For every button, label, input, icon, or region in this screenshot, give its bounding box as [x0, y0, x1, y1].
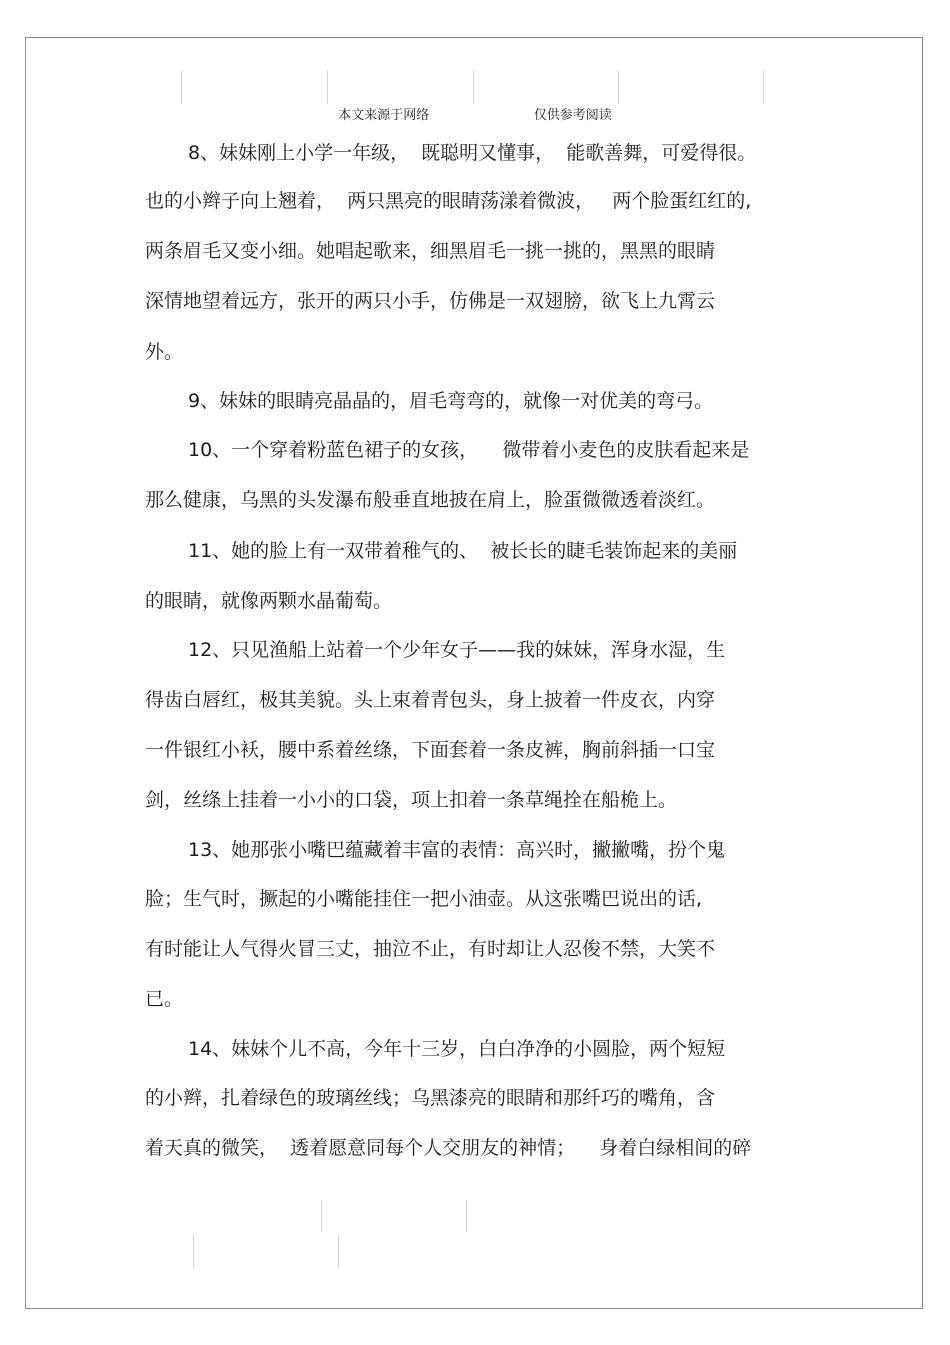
footer-rule: [466, 1200, 467, 1232]
header-rule: [763, 70, 764, 104]
text-line: 8、妹妹刚上小学一年级， 既聪明又懂事， 能歌善舞，可爱得很。: [188, 142, 757, 164]
header-rule: [618, 70, 619, 104]
text-line: 也的小辫子向上翘着， 两只黑亮的眼睛荡漾着微波， 两个脸蛋红红的,: [145, 190, 752, 212]
footer-rule: [193, 1234, 194, 1268]
header-rule: [181, 70, 182, 104]
header-rule: [473, 70, 474, 104]
text-line: 的小辫，扎着绿色的玻璃丝线；乌黑漆亮的眼睛和那纤巧的嘴角，含: [145, 1087, 716, 1109]
text-line: 剑，丝绦上挂着一小小的口袋，项上扣着一条草绳拴在船桅上。: [145, 789, 678, 811]
footer-rule: [321, 1200, 322, 1232]
text-line: 14、妹妹个儿不高，今年十三岁，白白净净的小圆脸，两个短短: [188, 1038, 726, 1060]
text-line: 脸；生气时，撅起的小嘴能挂住一把小油壶。从这张嘴巴说出的话,: [145, 888, 703, 910]
text-line: 10、一个穿着粉蓝色裙子的女孩， 微带着小麦色的皮肤看起来是: [188, 439, 750, 461]
text-line: 那么健康，乌黑的头发瀑布般垂直地披在肩上，脸蛋微微透着淡红。: [145, 489, 716, 511]
text-line: 的眼睛，就像两颗水晶葡萄。: [145, 590, 393, 612]
text-line: 一件银红小袄，腰中系着丝绦，下面套着一条皮裤，胸前斜插一口宝: [145, 739, 716, 761]
text-line: 11、她的脸上有一双带着稚气的、 被长长的睫毛装饰起来的美丽: [188, 540, 738, 562]
text-line: 两条眉毛又变小细。她唱起歌来，细黑眉毛一挑一挑的，黑黑的眼睛: [145, 240, 716, 262]
text-line: 着天真的微笑， 透着愿意同每个人交朋友的神情； 身着白绿相间的碎: [145, 1137, 752, 1159]
text-line: 已。: [145, 988, 184, 1010]
text-line: 深情地望着远方，张开的两只小手，仿佛是一双翅膀，欲飞上九霄云: [145, 290, 716, 312]
text-line: 9、妹妹的眼睛亮晶晶的，眉毛弯弯的，就像一对优美的弯弓。: [188, 390, 714, 412]
footer-rule: [338, 1234, 339, 1268]
text-line: 13、她那张小嘴巴蕴藏着丰富的表情：高兴时，撇撇嘴，扮个鬼: [188, 839, 726, 861]
text-line: 有时能让人气得火冒三丈，抽泣不止，有时却让人忍俊不禁，大笑不: [145, 938, 716, 960]
page-frame: [25, 37, 923, 1309]
text-line: 12、只见渔船上站着一个少年女子——我的妹妹，浑身水湿，生: [188, 639, 726, 661]
header-rule: [327, 70, 328, 104]
text-line: 外。: [145, 341, 184, 363]
text-line: 得齿白唇红，极其美貌。头上束着青包头，身上披着一件皮衣，内穿: [145, 689, 716, 711]
source-note: 本文来源于网络 仅供参考阅读: [338, 108, 612, 123]
